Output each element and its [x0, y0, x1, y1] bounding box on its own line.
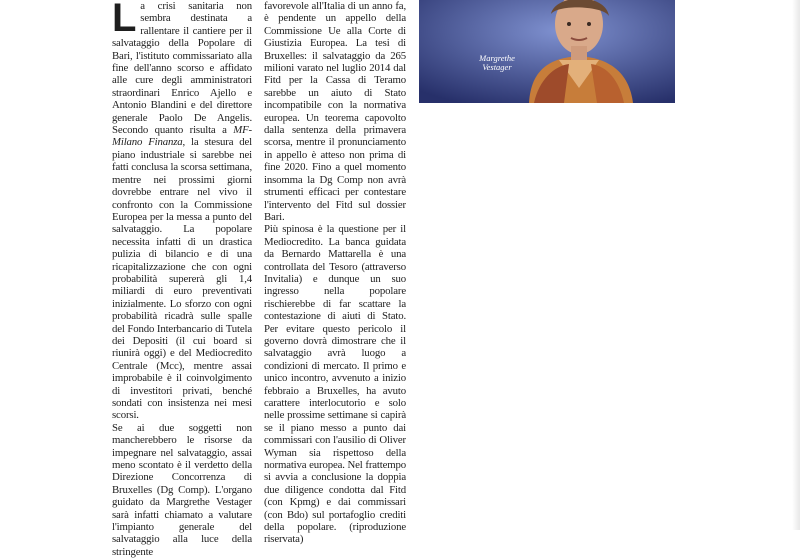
paragraph-2: Se ai due soggetti non mancherebbero le risorse da impegnare nel salvataggio, assai meno scontato è il verdetto della Direzione Concorrenza di Bruxelles (Dg Comp). L'organo guidato da Margrethe Vestager sarà infatti chiamato a valutare l'impianto generale del salvataggio alla luce della stringente: [112, 421, 252, 558]
drop-cap: L: [112, 0, 137, 40]
paragraph-1: [112, 0, 252, 422]
page-edge-shadow: [792, 0, 800, 530]
paragraph-1-continued: , la stesura del piano industriale si sarebbe nei fatti conclusa la scorsa settimana, mentre nei prossimi giorni dovrebbe entrare nel vivo il confronto con la Commissione Europea per la messa a punto del salvataggio. La popolare necessita infatti di un drastica pulizia di bilancio e di una ricapitalizzazione che con ogni probabilità supererà gli 1,4 miliardi di euro preventivati inizialmente. Lo sforzo con ogni probabilità ricadrà sulle spalle del Fondo Interbancario di Tutela dei Depositi (il cui board si riunirà oggi) e del Mediocredito Centrale (Mcc), mentre assai improbabile è il coinvolgimento di investitori privati, benché sondati con insistenza nei mesi scorsi.: [112, 136, 252, 422]
article-column-2: [264, 0, 406, 546]
portrait-photo: [419, 0, 675, 103]
photo-caption: [467, 54, 527, 72]
portrait-illustration: [419, 0, 675, 103]
caption-line-2: Vestager: [482, 62, 512, 72]
paragraph-1-text: a crisi sanitaria non sembra destinata a rallentare il cantiere per il salvataggio della Popolare di Bari, l'istituto commissariato alla fine dell'anno scorso e affidato alle cure degli amministratori straordinari Enrico Ajello e Antonio Blandini e del direttore generale Paolo De Angelis. Secondo quanto risulta a: [112, 0, 252, 137]
article-column-1: [112, 0, 252, 558]
caption-line-1: Margrethe: [479, 53, 515, 63]
paragraph-4: Più spinosa è la questione per il Mediocredito. La banca guidata da Bernardo Mattarella è una controllata del Tesoro (attraverso Invitalia) e dunque un suo ingresso nella popolare rischierebbe di far scattare la contestazione di aiuti di Stato. Per evitare questo pericolo il governo dovrà dimostrare che il salvataggio avrà luogo a condizioni di mercato. Il primo e unico incontro, avvenuto a inizio febbraio a Bruxelles, ha avuto carattere interlocutorio e solo nelle prossime settimane si capirà se il piano messo a punto dai commissari con l'ausilio di Oliver Wyman sia rispettoso della normativa europea. Nel frattempo si avvia a conclusione la doppia due diligence condotta dal Fitd (con Kpmg) e dai commissari (con Bdo) sul portafoglio crediti della popolare. (riproduzione riservata): [264, 223, 406, 546]
paragraph-3: favorevole all'Italia di un anno fa, è pendente un appello della Commissione Ue alla Corte di Giustizia Europea. La tesi di Bruxelles: il salvataggio da 265 milioni varato nel luglio 2014 dal Fitd per la Cassa di Teramo sarebbe un aiuto di Stato incompatibile con la normativa europea. Un teorema capovolto dalla sentenza della primavera scorsa, mentre il pronunciamento in appello è atteso non prima di fine 2020. Fino a quel momento insomma la Dg Comp non avrà strumenti efficaci per contestare l'intervento del Fitd sul dossier Bari.: [264, 0, 406, 223]
publication-name: MF-Milano Finanza: [112, 124, 252, 149]
